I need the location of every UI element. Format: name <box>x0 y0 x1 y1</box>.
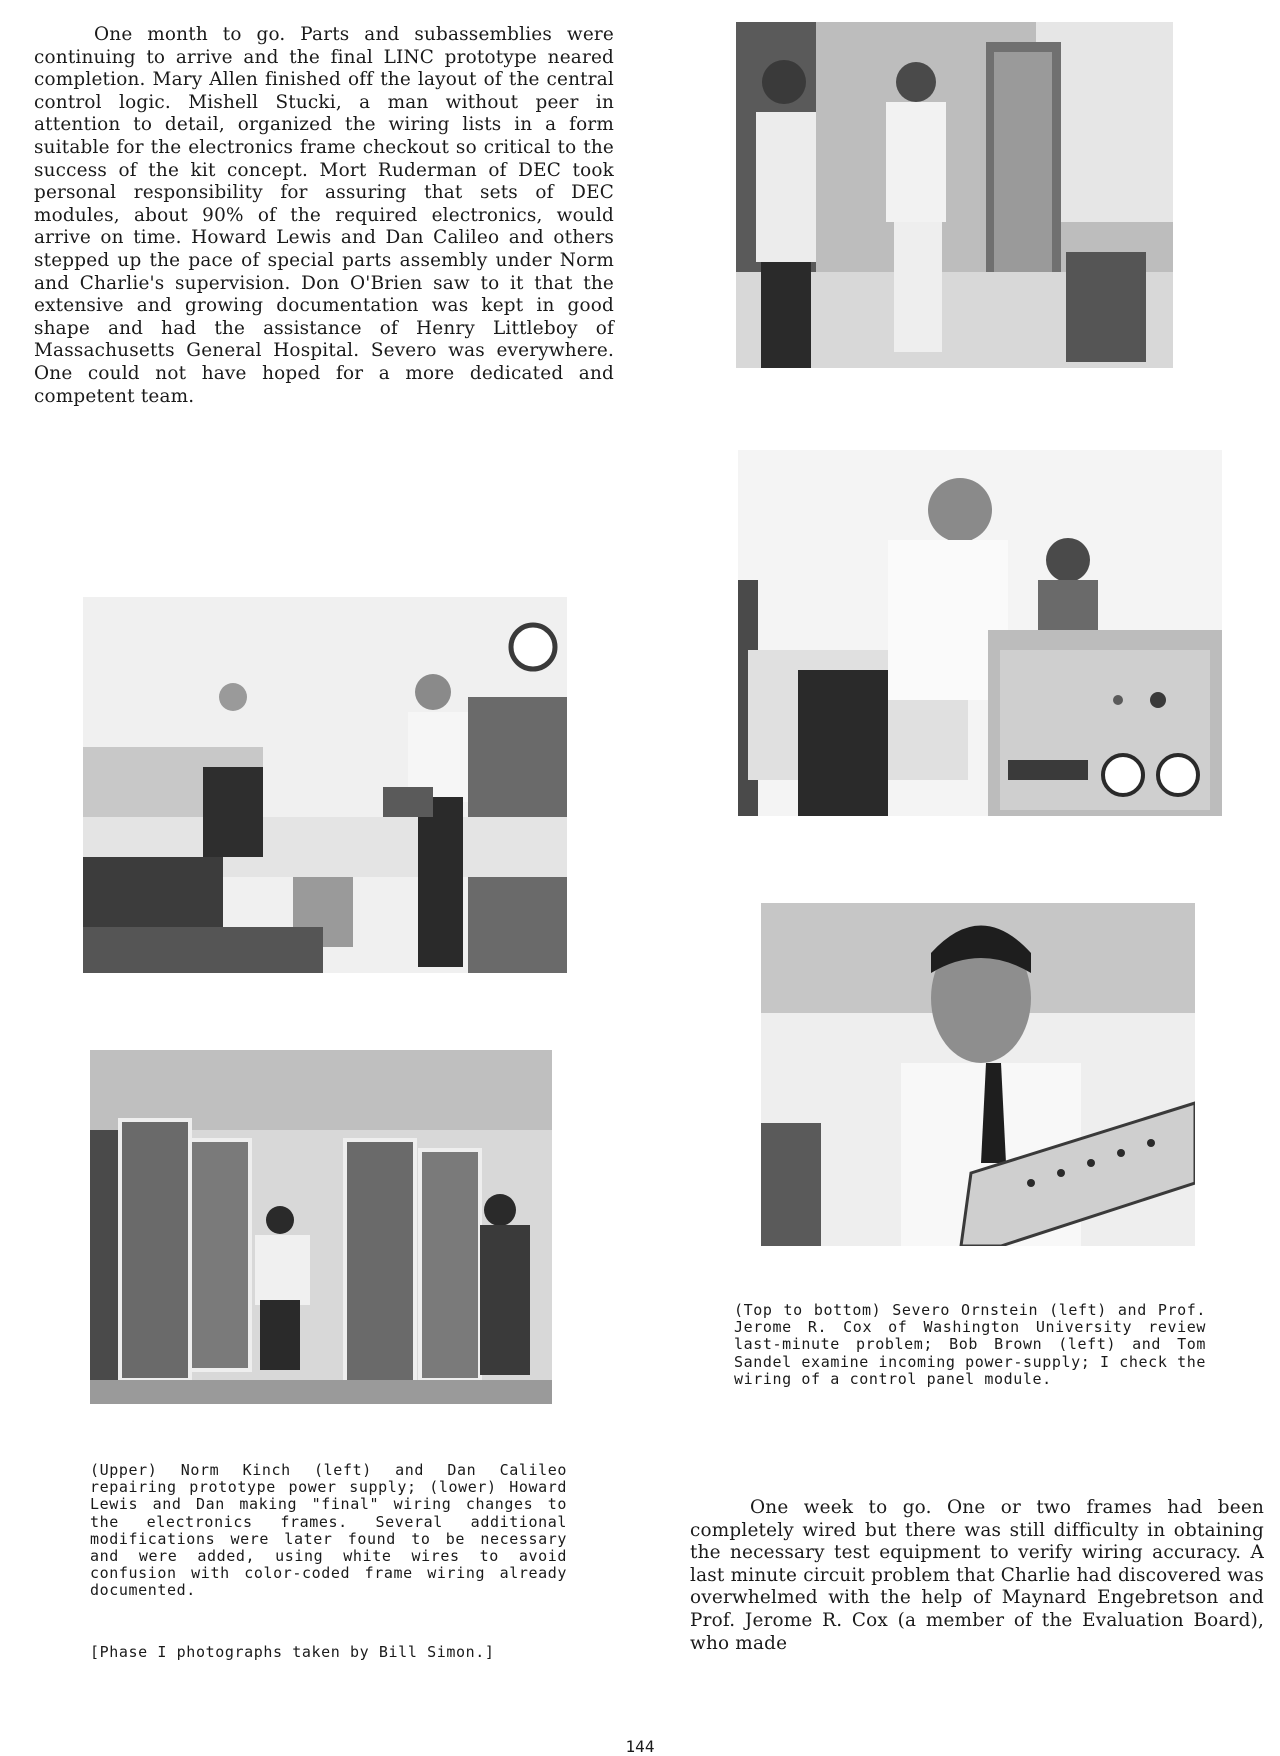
photo-credit: [Phase I photographs taken by Bill Simon.] <box>90 1643 495 1661</box>
caption-left: (Upper) Norm Kinch (left) and Dan Calileo repairing prototype power supply; (lower) Howard Lewis and Dan making "final" wiring changes to the electronics frames. Several additional modifications were later found to be necessary and were added, using white wires to avoid confusion with color-coded frame wiring already documented. <box>90 1461 567 1600</box>
photo-control-panel <box>761 903 1195 1246</box>
paragraph-one-month <box>34 24 614 408</box>
photo-lewis-wiring-image <box>90 1050 552 1404</box>
paragraph-one-month-text: One month to go. Parts and subassemblies were continuing to arrive and the final LINC prototype neared completion. Mary Allen finished off the layout of the central control logic. Mishell Stucki, a man without peer in attention to detail, organized the wiring lists in a form suitable for the electronics frame checkout so critical to the success of the kit concept. Mort Ruderman of DEC took personal responsibility for assuring that sets of DEC modules, about 90% of the required electronics, would arrive on time. Howard Lewis and Dan Calileo and others stepped up the pace of special parts assembly under Norm and Charlie's supervision. Don O'Brien saw to it that the extensive and growing documentation was kept in good shape and had the assistance of Henry Littleboy of Massachusetts General Hospital. Severo was everywhere. One could not have hoped for a more dedicated and competent team. <box>34 24 614 407</box>
photo-lewis-wiring <box>90 1050 552 1404</box>
photo-kinch-calileo-image <box>83 597 567 973</box>
photo-kinch-calileo <box>83 597 567 973</box>
page-number: 144 <box>625 1737 655 1756</box>
photo-ornstein-cox-image <box>736 22 1173 368</box>
paragraph-one-week-text: One week to go. One or two frames had been completely wired but there was still difficulty in obtaining the necessary test equipment to verify wiring accuracy. A last minute circuit problem that Charlie had discovered was overwhelmed with the help of Maynard Engebretson and Prof. Jerome R. Cox (a member of the Evaluation Board), who made <box>690 1497 1264 1654</box>
photo-brown-sandel-image <box>738 450 1222 816</box>
paragraph-one-week <box>690 1497 1264 1655</box>
caption-right: (Top to bottom) Severo Ornstein (left) and Prof. Jerome R. Cox of Washington University review last-minute problem; Bob Brown (left) and Tom Sandel examine incoming power-supply; I check the wiring of a control panel module. <box>734 1301 1206 1388</box>
photo-control-panel-image <box>761 903 1195 1246</box>
photo-brown-sandel <box>738 450 1222 816</box>
photo-ornstein-cox <box>736 22 1173 368</box>
